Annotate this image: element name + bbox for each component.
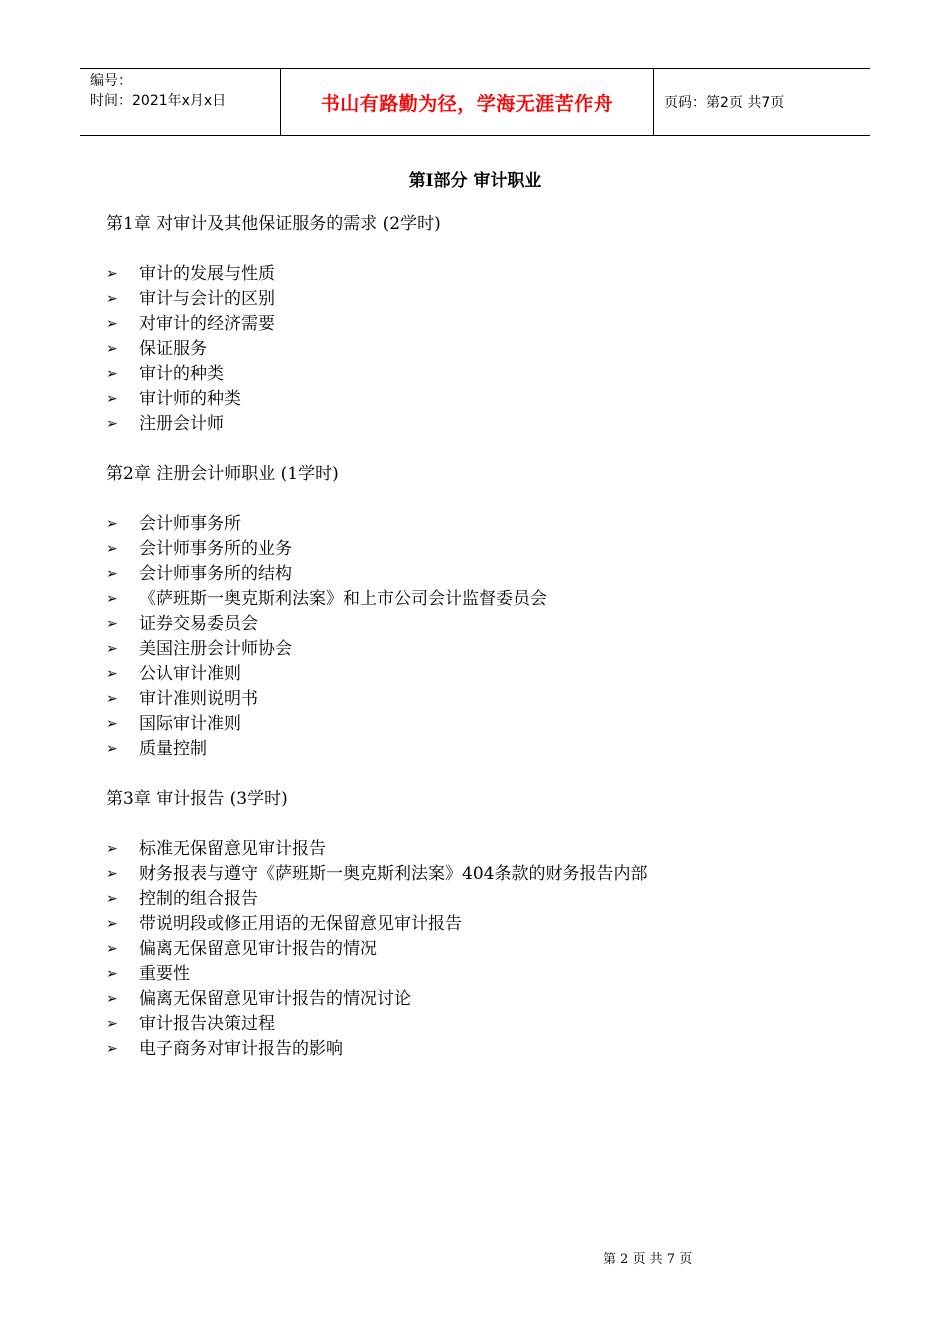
chapter-1-list — [106, 262, 866, 437]
arrow-bullet-icon: ➢ — [106, 691, 118, 707]
header-info-cell — [80, 69, 281, 135]
list-item: ➢ 会计师事务所 — [106, 512, 866, 537]
list-item: ➢ 审计的种类 — [106, 362, 866, 387]
chapter-3-list — [106, 837, 866, 1062]
arrow-bullet-icon: ➢ — [106, 391, 118, 407]
chapter-heading: 第2章 注册会计师职业 (1学时) — [106, 464, 339, 484]
header-page-number: 页码：第2页 共7页 — [664, 95, 785, 111]
arrow-bullet-icon: ➢ — [106, 541, 118, 557]
list-item: ➢ 审计报告决策过程 — [106, 1012, 866, 1037]
list-item: ➢ 会计师事务所的结构 — [106, 562, 866, 587]
list-item: ➢ 注册会计师 — [106, 412, 866, 437]
part-title: 第Ⅰ部分 审计职业 — [408, 171, 542, 191]
arrow-bullet-icon: ➢ — [106, 341, 118, 357]
list-item: ➢ 公认审计准则 — [106, 662, 866, 687]
document-body — [106, 212, 866, 1062]
list-item: ➢ 会计师事务所的业务 — [106, 537, 866, 562]
arrow-bullet-icon: ➢ — [106, 941, 118, 957]
arrow-bullet-icon: ➢ — [106, 841, 118, 857]
arrow-bullet-icon: ➢ — [106, 316, 118, 332]
arrow-bullet-icon: ➢ — [106, 916, 118, 932]
page-header — [80, 68, 870, 136]
header-motto: 书山有路勤为径，学海无涯苦作舟 — [320, 92, 614, 115]
arrow-bullet-icon: ➢ — [106, 591, 118, 607]
list-item: ➢ 审计师的种类 — [106, 387, 866, 412]
list-item: ➢ 重要性 — [106, 962, 866, 987]
list-item: ➢ 保证服务 — [106, 337, 866, 362]
chapter-heading: 第1章 对审计及其他保证服务的需求 (2学时) — [106, 214, 441, 234]
arrow-bullet-icon: ➢ — [106, 566, 118, 582]
list-item: ➢ 偏离无保留意见审计报告的情况讨论 — [106, 987, 866, 1012]
list-item: ➢ 财务报表与遵守《萨班斯一奥克斯利法案》404条款的财务报告内部 — [106, 862, 866, 887]
arrow-bullet-icon: ➢ — [106, 416, 118, 432]
header-page-cell — [654, 69, 870, 135]
arrow-bullet-icon: ➢ — [106, 616, 118, 632]
list-item: ➢ 偏离无保留意见审计报告的情况 — [106, 937, 866, 962]
arrow-bullet-icon: ➢ — [106, 666, 118, 682]
list-item: ➢ 《萨班斯一奥克斯利法案》和上市公司会计监督委员会 — [106, 587, 866, 612]
list-item: ➢ 证券交易委员会 — [106, 612, 866, 637]
arrow-bullet-icon: ➢ — [106, 741, 118, 757]
list-item: ➢ 标准无保留意见审计报告 — [106, 837, 866, 862]
list-item: ➢ 审计与会计的区别 — [106, 287, 866, 312]
chapter-heading: 第3章 审计报告 (3学时) — [106, 789, 288, 809]
list-item: ➢ 质量控制 — [106, 737, 866, 762]
list-item: ➢ 控制的组合报告 — [106, 887, 866, 912]
list-item: ➢ 电子商务对审计报告的影响 — [106, 1037, 866, 1062]
arrow-bullet-icon: ➢ — [106, 866, 118, 882]
header-motto-cell — [281, 69, 654, 135]
list-item: ➢ 美国注册会计师协会 — [106, 637, 866, 662]
list-item: ➢ 审计准则说明书 — [106, 687, 866, 712]
arrow-bullet-icon: ➢ — [106, 516, 118, 532]
document-date-label: 时间：2021年x月x日 — [90, 93, 227, 109]
arrow-bullet-icon: ➢ — [106, 991, 118, 1007]
arrow-bullet-icon: ➢ — [106, 1016, 118, 1032]
arrow-bullet-icon: ➢ — [106, 641, 118, 657]
arrow-bullet-icon: ➢ — [106, 891, 118, 907]
document-number-label: 编号： — [90, 73, 132, 89]
list-item: ➢ 对审计的经济需要 — [106, 312, 866, 337]
list-item: ➢ 带说明段或修正用语的无保留意见审计报告 — [106, 912, 866, 937]
arrow-bullet-icon: ➢ — [106, 366, 118, 382]
chapter-2-list — [106, 512, 866, 762]
arrow-bullet-icon: ➢ — [106, 291, 118, 307]
arrow-bullet-icon: ➢ — [106, 266, 118, 282]
list-item: ➢ 国际审计准则 — [106, 712, 866, 737]
list-item: ➢ 审计的发展与性质 — [106, 262, 866, 287]
arrow-bullet-icon: ➢ — [106, 966, 118, 982]
page-footer: 第 2 页 共 7 页 — [603, 1252, 693, 1267]
arrow-bullet-icon: ➢ — [106, 716, 118, 732]
arrow-bullet-icon: ➢ — [106, 1041, 118, 1057]
